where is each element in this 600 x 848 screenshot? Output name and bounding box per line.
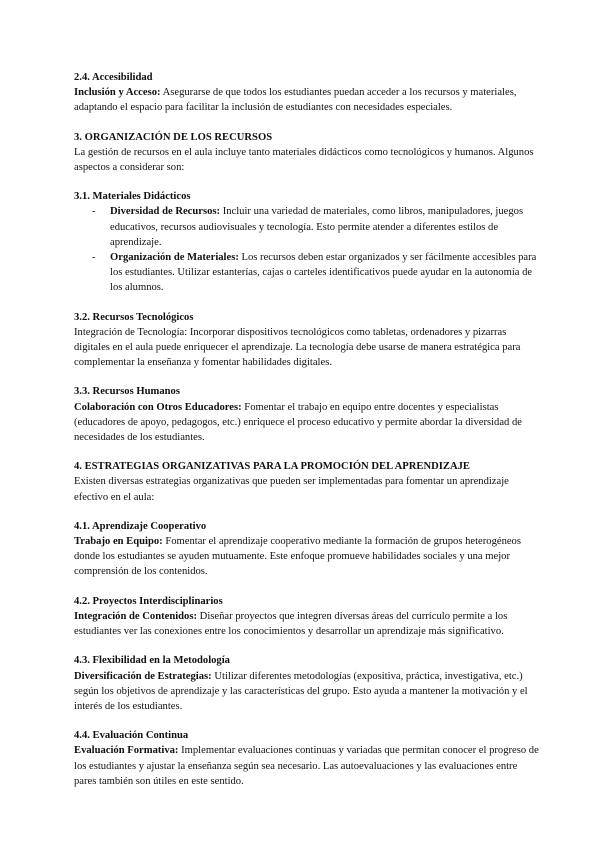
section-heading: 4.4. Evaluación Continua xyxy=(74,730,189,742)
section-paragraph xyxy=(74,400,540,446)
section-paragraph xyxy=(74,743,540,789)
list-item-text: Los recursos deben estar organizados y ser fácilmente accesibles para los estudiantes. Utilizar estanterías, cajas o carteles identificativos puede ayudar en la autonomía de los alumnos. xyxy=(110,252,537,294)
section-4-3 xyxy=(74,653,540,714)
list-item xyxy=(74,250,540,296)
term-label: Evaluación Formativa: xyxy=(74,745,179,757)
section-4-1 xyxy=(74,519,540,580)
section-paragraph xyxy=(74,609,540,639)
paragraph-text: Asegurarse de que todos los estudiantes puedan acceder a los recursos y materiales, adaptando el espacio para facilitar la inclusión de estudiantes con necesidades especiales. xyxy=(74,87,517,114)
section-heading: 3.2. Recursos Tecnológicos xyxy=(74,311,194,323)
section-3 xyxy=(74,130,540,176)
list-item xyxy=(74,204,540,250)
section-paragraph xyxy=(74,85,540,115)
section-paragraph xyxy=(74,669,540,715)
term-label: Diversificación de Estrategias: xyxy=(74,670,212,682)
section-paragraph: Existen diversas estrategias organizativas que pueden ser implementadas para fomentar un aprendizaje efectivo en el aula: xyxy=(74,476,509,503)
section-heading: 4.1. Aprendizaje Cooperativo xyxy=(74,520,207,532)
paragraph-text: Fomentar el trabajo en equipo entre docentes y especialistas (educadores de apoyo, pedagogos, etc.) enriquece el proceso educativo y permite abordar la diversidad de necesidades de los estudiantes. xyxy=(74,401,522,444)
section-3-2 xyxy=(74,310,540,371)
section-heading: 4. ESTRATEGIAS ORGANIZATIVAS PARA LA PROMOCIÓN DEL APRENDIZAJE xyxy=(74,461,470,473)
term-label: Colaboración con Otros Educadores: xyxy=(74,401,242,413)
paragraph-text: Utilizar diferentes metodologías (expositiva, práctica, investigativa, etc.) según los objetivos de aprendizaje y las características del grupo. Esto ayuda a mantener la motivación y el interés de los estudiantes. xyxy=(74,670,528,712)
section-heading: 3. ORGANIZACIÓN DE LOS RECURSOS xyxy=(74,131,273,143)
section-heading: 2.4. Accesibilidad xyxy=(74,72,153,83)
section-paragraph: Integración de Tecnología: Incorporar dispositivos tecnológicos como tabletas, ordenadores y pizarras digitales en el aula puede enriquecer el aprendizaje. La tecnología debe usarse de manera estratégica para complementar la enseñanza y fomentar habilidades digitales. xyxy=(74,326,521,369)
list-item-text: Incluir una variedad de materiales, como libros, manipuladores, juegos educativos, recursos audiovisuales y tecnología. Esto permite atender a diferentes estilos de aprendizaje. xyxy=(110,206,524,248)
term-label: Integración de Contenidos: xyxy=(74,610,198,622)
dash-list xyxy=(74,204,540,295)
dash-bullet: - xyxy=(92,206,96,218)
section-4-2 xyxy=(74,594,540,640)
section-4-4 xyxy=(74,728,540,789)
term-label: Organización de Materiales: xyxy=(110,252,239,264)
section-heading: 4.2. Proyectos Interdisciplinarios xyxy=(74,595,223,607)
section-heading: 3.1. Materiales Didácticos xyxy=(74,191,191,203)
paragraph-text: Diseñar proyectos que integren diversas áreas del currículo permite a los estudiantes ver las conexiones entre los conocimientos y desarrollar un aprendizaje más significativo. xyxy=(74,610,508,638)
section-3-1 xyxy=(74,189,540,295)
section-heading: 3.3. Recursos Humanos xyxy=(74,386,180,398)
section-paragraph: La gestión de recursos en el aula incluye tanto materiales didácticos como tecnológicos y humanos. Algunos aspectos a considerar son: xyxy=(74,146,534,174)
paragraph-text: Fomentar el aprendizaje cooperativo mediante la formación de grupos heterogéneos donde los estudiantes se ayuden mutuamente. Este enfoque promueve habilidades sociales y una mejor comprensión de los contenidos. xyxy=(74,536,521,578)
dash-bullet: - xyxy=(92,252,96,264)
section-paragraph xyxy=(74,534,540,580)
term-label: Inclusión y Acceso: xyxy=(74,87,161,99)
section-3-3 xyxy=(74,384,540,445)
section-2-4 xyxy=(74,70,540,116)
term-label: Diversidad de Recursos: xyxy=(110,206,221,218)
section-heading: 4.3. Flexibilidad en la Metodología xyxy=(74,655,230,667)
paragraph-text: Implementar evaluaciones continuas y variadas que permitan conocer el progreso de los estudiantes y ajustar la enseñanza según sea necesario. Las autoevaluaciones y las evaluaciones entre pares también son útiles en este sentido. xyxy=(74,745,539,787)
term-label: Trabajo en Equipo: xyxy=(74,536,163,548)
section-4 xyxy=(74,459,540,505)
